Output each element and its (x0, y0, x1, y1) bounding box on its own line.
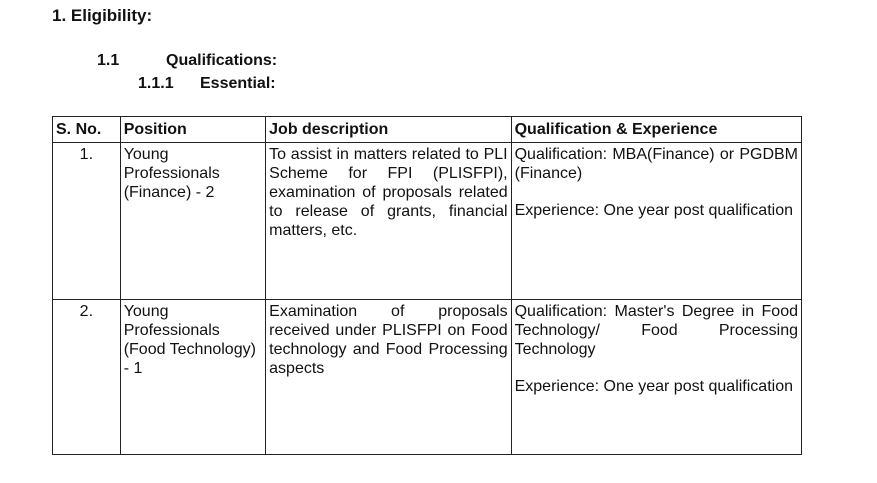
subsection-number: 1.1 (97, 52, 120, 69)
subsubsection-heading (138, 75, 276, 93)
table-header-row (53, 117, 802, 143)
experience-text: Experience: One year post qualification (514, 202, 793, 219)
cell-qualification-experience (511, 143, 801, 300)
cell-sno: 1. (53, 143, 121, 300)
cell-sno: 2. (53, 300, 121, 455)
experience-text: Experience: One year post qualification (514, 378, 793, 395)
cell-qualification-experience (511, 300, 801, 455)
qualification-text: Qualification: Master's Degree in Food Technology/ Food Processing Technology (514, 303, 798, 358)
subsection-label: Qualifications: (166, 52, 278, 69)
qualification-text: Qualification: MBA(Finance) or PGDBM (Finance) (514, 146, 798, 182)
cell-position: Young Professionals (Food Technology) - 1 (120, 300, 265, 455)
cell-position: Young Professionals (Finance) - 2 (120, 143, 265, 300)
table-row (53, 300, 802, 455)
column-header-qualification: Qualification & Experience (511, 117, 801, 143)
cell-job-description: To assist in matters related to PLI Scheme for FPI (PLISFPI), examination of proposals related to release of grants, financial matters, etc. (266, 143, 511, 300)
eligibility-table (52, 116, 802, 455)
column-header-sno: S. No. (53, 117, 121, 143)
section-heading: 1. Eligibility: (52, 6, 153, 25)
column-header-job-description: Job description (266, 117, 511, 143)
cell-job-description: Examination of proposals received under PLISFPI on Food technology and Food Processing aspects (266, 300, 511, 455)
subsection-heading (97, 52, 277, 70)
subsubsection-label: Essential: (200, 75, 276, 92)
subsubsection-number: 1.1.1 (138, 75, 174, 92)
table-row (53, 143, 802, 300)
column-header-position: Position (120, 117, 265, 143)
